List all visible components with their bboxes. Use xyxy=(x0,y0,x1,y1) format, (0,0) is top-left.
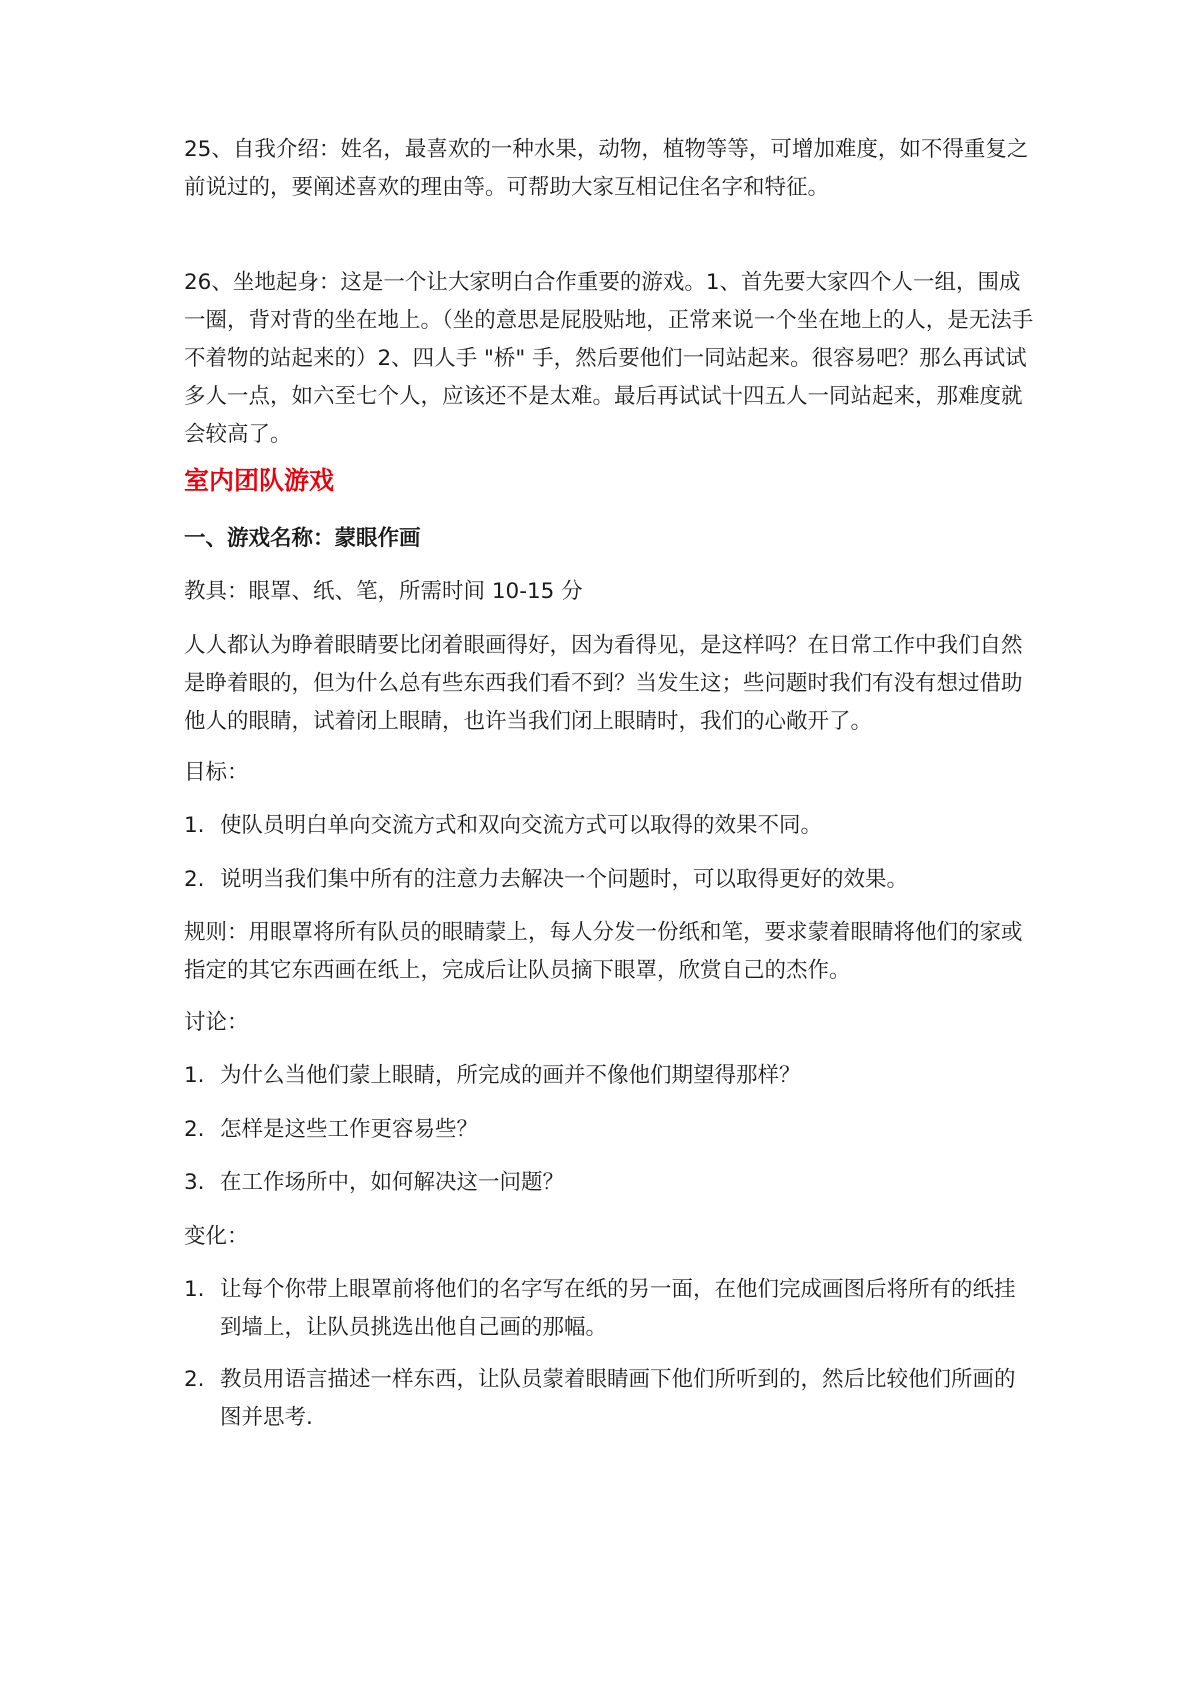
game-title: 一、游戏名称：蒙眼作画 xyxy=(184,526,421,551)
discussion-label: 讨论： xyxy=(184,1010,249,1035)
goal-item xyxy=(184,807,1034,845)
list-number: 3. xyxy=(184,1170,205,1195)
list-number: 2. xyxy=(184,1117,205,1142)
paragraph-self-intro: 25、自我介绍：姓名，最喜欢的一种水果，动物，植物等等，可增加难度，如不得重复之前说过的，要阐述喜欢的理由等。可帮助大家互相记住名字和特征。 xyxy=(184,137,1029,200)
game-tools: 教具：眼罩、纸、笔，所需时间 10-15 分 xyxy=(184,579,583,604)
list-text: 使队员明白单向交流方式和双向交流方式可以取得的效果不同。 xyxy=(220,813,823,838)
list-number: 2. xyxy=(184,867,205,892)
list-number: 1. xyxy=(184,1063,205,1088)
list-text: 让每个你带上眼罩前将他们的名字写在纸的另一面，在他们完成画图后将所有的纸挂到墙上，让队员挑选出他自己画的那幅。 xyxy=(220,1277,1016,1340)
list-number: 2. xyxy=(184,1367,205,1392)
discussion-item xyxy=(184,1111,1034,1149)
variation-item xyxy=(184,1361,1034,1437)
list-text: 为什么当他们蒙上眼睛，所完成的画并不像他们期望得那样？ xyxy=(220,1063,801,1088)
list-text: 怎样是这些工作更容易些？ xyxy=(220,1117,479,1142)
section-title: 室内团队游戏 xyxy=(184,466,335,495)
list-text: 说明当我们集中所有的注意力去解决一个问题时，可以取得更好的效果。 xyxy=(220,867,909,892)
variation-label: 变化： xyxy=(184,1224,249,1249)
list-number: 1. xyxy=(184,1277,205,1302)
list-text: 在工作场所中，如何解决这一问题？ xyxy=(220,1170,565,1195)
paragraph-sit-stand: 26、坐地起身：这是一个让大家明白合作重要的游戏。1、首先要大家四个人一组，围成一圈，背对背的坐在地上。（坐的意思是屁股贴地，正常来说一个坐在地上的人，是无法手不着物的站起来的）2、四人手 "桥" 手，然后要他们一同站起来。很容易吧？那么再试试多人一点，如六至七个人，应该还不是太难。最后再试试十四五人一同站起来，那难度就会较高了。 xyxy=(184,270,1034,447)
goal-label: 目标： xyxy=(184,760,249,785)
discussion-item xyxy=(184,1057,1034,1095)
list-number: 1. xyxy=(184,813,205,838)
goal-item xyxy=(184,861,1034,899)
game-rules: 规则：用眼罩将所有队员的眼睛蒙上，每人分发一份纸和笔，要求蒙着眼睛将他们的家或指定的其它东西画在纸上，完成后让队员摘下眼罩，欣赏自己的杰作。 xyxy=(184,920,1023,983)
discussion-item xyxy=(184,1164,1034,1202)
game-intro: 人人都认为睁着眼睛要比闭着眼画得好，因为看得见，是这样吗？在日常工作中我们自然是睁着眼的，但为什么总有些东西我们看不到？当发生这；些问题时我们有没有想过借助他人的眼睛，试着闭上眼睛，也许当我们闭上眼睛时，我们的心敞开了。 xyxy=(184,633,1023,734)
variation-item xyxy=(184,1271,1034,1347)
list-text: 教员用语言描述一样东西，让队员蒙着眼睛画下他们所听到的，然后比较他们所画的图并思考. xyxy=(220,1367,1016,1430)
